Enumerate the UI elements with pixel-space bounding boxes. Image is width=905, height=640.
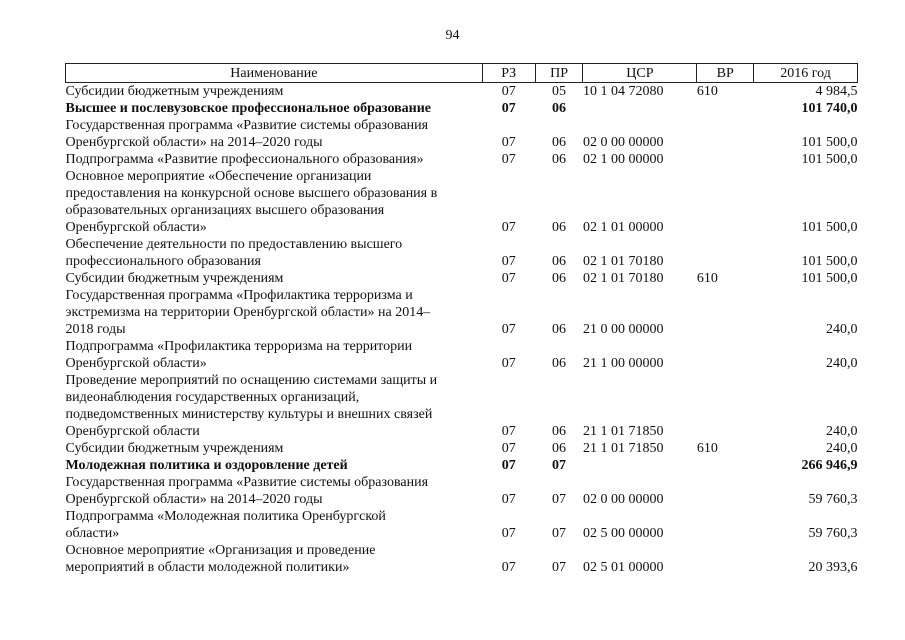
row-name-line: Основное мероприятие «Обеспечение организации	[65, 169, 372, 184]
row-pr-cell: 06	[552, 220, 567, 235]
row-rz-cell: 07	[501, 322, 516, 337]
table-header-row	[66, 64, 858, 83]
row-vr-cell	[697, 168, 754, 236]
row-rz-cell: 07	[501, 492, 516, 507]
row-name-line: Подпрограмма «Молодежная политика Оренбургской	[65, 509, 386, 524]
row-name-cell	[66, 440, 483, 457]
table-row	[66, 508, 858, 542]
row-vr-cell	[697, 338, 754, 372]
row-vr-cell	[697, 100, 754, 117]
row-rz-cell: 07	[501, 135, 516, 150]
row-amount-cell: 59 760,3	[808, 492, 858, 507]
row-name-line: Подпрограмма «Развитие профессионального образования»	[65, 152, 424, 167]
row-pr-cell: 06	[552, 152, 567, 167]
row-csr-cell: 21 0 00 00000	[582, 322, 664, 337]
row-pr-cell: 06	[552, 441, 567, 456]
row-amount-cell: 59 760,3	[808, 526, 858, 541]
row-amount-cell: 266 946,9	[801, 458, 858, 473]
row-vr-cell	[697, 151, 754, 168]
table-row	[66, 151, 858, 168]
row-pr-cell: 07	[552, 526, 567, 541]
row-pr-cell: 06	[552, 356, 567, 371]
row-pr-cell: 05	[552, 84, 567, 99]
column-header-csr: ЦСР	[583, 64, 697, 83]
row-vr-cell	[697, 508, 754, 542]
section-row	[66, 100, 858, 117]
row-name-line: Оренбургской области»	[65, 356, 207, 371]
row-csr-cell: 21 1 00 00000	[582, 356, 664, 371]
row-name-line: Субсидии бюджетным учреждениям	[65, 271, 284, 286]
row-name-cell	[66, 151, 483, 168]
row-csr-cell: 02 1 01 00000	[582, 220, 664, 235]
row-amount-cell: 240,0	[826, 322, 858, 337]
row-name-line: образовательных организациях высшего образования	[65, 203, 385, 218]
row-name-cell	[66, 508, 483, 542]
column-header-name: Наименование	[66, 64, 483, 83]
row-amount-cell: 101 500,0	[801, 135, 858, 150]
row-rz-cell: 07	[501, 526, 516, 541]
row-name-line: Высшее и послевузовское профессиональное образование	[65, 101, 431, 116]
table-row	[66, 236, 858, 270]
row-name-line: подведомственных министерству культуры и внешних связей	[65, 407, 433, 422]
row-pr-cell: 07	[552, 492, 567, 507]
row-name-cell	[66, 372, 483, 440]
table-row	[66, 474, 858, 508]
row-rz-cell: 07	[501, 458, 516, 473]
column-header-rz: РЗ	[482, 64, 535, 83]
row-vr-cell	[697, 236, 754, 270]
table-row	[66, 168, 858, 236]
row-rz-cell: 07	[501, 84, 516, 99]
row-pr-cell: 07	[552, 458, 567, 473]
row-vr-cell: 610	[696, 84, 718, 99]
row-pr-cell: 06	[552, 135, 567, 150]
section-row	[66, 457, 858, 474]
row-pr-cell: 06	[552, 254, 567, 269]
row-name-line: мероприятий в области молодежной политики»	[65, 560, 350, 575]
row-rz-cell: 07	[501, 424, 516, 439]
page-number: 94	[445, 28, 460, 43]
row-vr-cell	[697, 372, 754, 440]
table-row	[66, 542, 858, 576]
column-header-vr: ВР	[697, 64, 754, 83]
table-row	[66, 83, 858, 101]
row-name-line: 2018 годы	[65, 322, 126, 337]
row-name-cell	[66, 236, 483, 270]
row-name-line: Оренбургской области»	[65, 220, 207, 235]
row-name-line: профессионального образования	[65, 254, 261, 269]
row-pr-cell: 06	[552, 322, 567, 337]
row-name-cell	[66, 270, 483, 287]
column-header-year: 2016 год	[754, 64, 858, 83]
row-name-cell	[66, 457, 483, 474]
row-csr-cell: 02 1 00 00000	[582, 152, 664, 167]
table-row	[66, 440, 858, 457]
row-pr-cell: 06	[552, 271, 567, 286]
row-csr-cell: 02 5 01 00000	[582, 560, 664, 575]
row-name-line: экстремизма на территории Оренбургской области» на 2014–	[65, 305, 431, 320]
row-vr-cell: 610	[696, 271, 718, 286]
row-amount-cell: 101 500,0	[801, 152, 858, 167]
row-rz-cell: 07	[501, 560, 516, 575]
row-name-cell	[66, 83, 483, 101]
row-name-line: Государственная программа «Развитие системы образования	[65, 475, 429, 490]
row-amount-cell: 20 393,6	[808, 560, 858, 575]
row-amount-cell: 4 984,5	[815, 84, 858, 99]
row-rz-cell: 07	[501, 101, 516, 116]
row-csr-cell: 02 5 00 00000	[582, 526, 664, 541]
row-name-line: Обеспечение деятельности по предоставлению высшего	[65, 237, 403, 252]
row-name-line: Основное мероприятие «Организация и проведение	[65, 543, 376, 558]
row-name-line: Проведение мероприятий по оснащению системами защиты и	[65, 373, 438, 388]
table-row	[66, 372, 858, 440]
table-row	[66, 270, 858, 287]
row-rz-cell: 07	[501, 152, 516, 167]
row-name-line: Подпрограмма «Профилактика терроризма на территории	[65, 339, 413, 354]
row-csr-cell: 02 0 00 00000	[582, 135, 664, 150]
row-name-cell	[66, 542, 483, 576]
row-rz-cell: 07	[501, 220, 516, 235]
row-amount-cell: 240,0	[826, 441, 858, 456]
row-name-line: Оренбургской области» на 2014–2020 годы	[65, 135, 323, 150]
row-vr-cell	[697, 287, 754, 338]
row-name-line: Государственная программа «Развитие системы образования	[65, 118, 429, 133]
row-csr-cell: 10 1 04 72080	[582, 84, 664, 99]
row-amount-cell: 101 740,0	[801, 101, 858, 116]
table-row	[66, 338, 858, 372]
row-vr-cell: 610	[696, 441, 718, 456]
row-csr-cell: 02 1 01 70180	[582, 271, 664, 286]
row-amount-cell: 240,0	[826, 356, 858, 371]
row-rz-cell: 07	[501, 271, 516, 286]
row-rz-cell: 07	[501, 356, 516, 371]
row-vr-cell	[697, 474, 754, 508]
row-name-cell	[66, 100, 483, 117]
row-pr-cell: 06	[552, 424, 567, 439]
row-rz-cell: 07	[501, 254, 516, 269]
row-csr-cell: 21 1 01 71850	[582, 424, 664, 439]
row-vr-cell	[697, 542, 754, 576]
row-csr-cell	[583, 457, 697, 474]
row-rz-cell: 07	[501, 441, 516, 456]
table-row	[66, 287, 858, 338]
row-name-line: предоставления на конкурсной основе высшего образования в	[65, 186, 438, 201]
row-csr-cell: 02 0 00 00000	[582, 492, 664, 507]
row-name-line: области»	[65, 526, 120, 541]
row-amount-cell: 101 500,0	[801, 254, 858, 269]
row-name-line: Молодежная политика и оздоровление детей	[65, 458, 348, 473]
row-csr-cell	[583, 100, 697, 117]
row-pr-cell: 07	[552, 560, 567, 575]
row-name-line: Оренбургской области» на 2014–2020 годы	[65, 492, 323, 507]
row-amount-cell: 240,0	[826, 424, 858, 439]
column-header-pr: ПР	[535, 64, 583, 83]
row-name-cell	[66, 474, 483, 508]
row-name-line: Субсидии бюджетным учреждениям	[65, 441, 284, 456]
row-csr-cell: 21 1 01 71850	[582, 441, 664, 456]
row-name-line: Государственная программа «Профилактика терроризма и	[65, 288, 413, 303]
row-vr-cell	[697, 117, 754, 151]
row-amount-cell: 101 500,0	[801, 220, 858, 235]
row-name-line: видеонаблюдения государственных организаций,	[65, 390, 360, 405]
row-name-cell	[66, 338, 483, 372]
row-name-line: Субсидии бюджетным учреждениям	[65, 84, 284, 99]
row-name-line: Оренбургской области	[65, 424, 200, 439]
row-vr-cell	[697, 457, 754, 474]
row-name-cell	[66, 117, 483, 151]
row-name-cell	[66, 287, 483, 338]
budget-table	[65, 63, 858, 576]
row-csr-cell: 02 1 01 70180	[582, 254, 664, 269]
row-amount-cell: 101 500,0	[801, 271, 858, 286]
row-pr-cell: 06	[552, 101, 567, 116]
row-name-cell	[66, 168, 483, 236]
table-row	[66, 117, 858, 151]
